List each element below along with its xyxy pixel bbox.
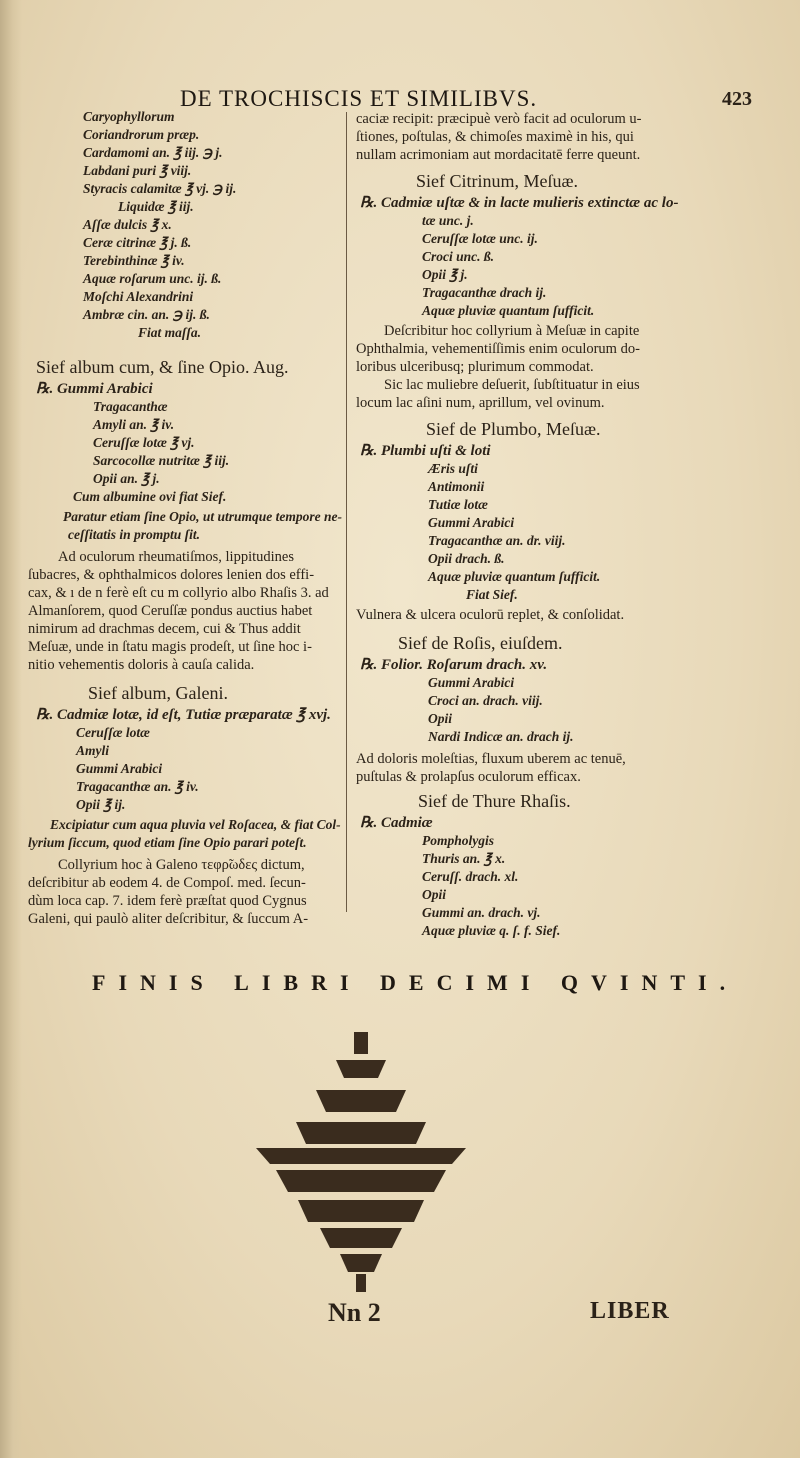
right_column-line: ſtiones, poſtulas, & chimoſes maximè in his, qui (356, 129, 634, 145)
right_column-line: Sief Citrinum, Meſuæ. (416, 171, 578, 191)
left_column-line: Ceruſſæ lotæ (76, 725, 150, 740)
left_column-line: Almanſorem, quod Ceruſſæ pondus auctius habet (28, 603, 313, 619)
left_column-line: nitio vehementis doloris à cauſa calida. (28, 657, 255, 673)
left_column-line: lyrium ſiccum, quod etiam ſine Opio parari poteſt. (28, 835, 307, 850)
left_column-line: Cardamomi an. ℥ iij. ℈ j. (83, 145, 223, 160)
left_column-line: Aſſæ dulcis ℥ x. (83, 217, 172, 232)
right_column-line: Deſcribitur hoc collyrium à Meſuæ in capite (384, 323, 640, 339)
right_column-line: caciæ recipit: præcipuè verò facit ad oculorum u- (356, 111, 642, 127)
right_column-line: ℞. Folior. Roſarum drach. xv. (360, 657, 548, 673)
left_column-line: Meſuæ, unde in ſtatu magis prodeſt, ut ſine hoc i- (28, 639, 312, 655)
left_column-line: Liquidæ ℥ iij. (118, 199, 194, 214)
left_column-line: cax, & ı de n ferè eſt cu m collyrio albo Rhaſis 3. ad (28, 585, 329, 601)
right_column-line: Tragacanthæ drach ij. (422, 285, 547, 300)
page-gutter-shadow (0, 0, 22, 1458)
right_column-line: Sief de Roſis, eiuſdem. (398, 633, 563, 653)
left_column-line: Caryophyllorum (83, 109, 175, 124)
left_column-line: Coriandrorum præp. (83, 127, 200, 142)
left_column-line: Ambræ cin. an. ℈ ij. ß. (83, 307, 210, 322)
left_column-line: Tragacanthæ (93, 399, 168, 414)
printer-ornament-icon (236, 1030, 486, 1295)
left_column-line: Amyli an. ℥ iv. (93, 417, 175, 432)
left_column-line: Opii an. ℥ j. (93, 471, 160, 486)
right_column-line: Vulnera & ulcera oculorū replet, & conſolidat. (356, 607, 625, 623)
right_column-line: Ad doloris moleſtias, fluxum uberem ac tenuē, (356, 751, 626, 767)
right_column-line: Aquæ pluviæ quantum ſufficit. (422, 303, 595, 318)
right_column-line: Opii ℥ j. (422, 267, 468, 282)
right_column-line: Sief de Plumbo, Meſuæ. (426, 419, 601, 439)
left_column-line: Ad oculorum rheumatiſmos, lippitudines (58, 549, 295, 565)
right_column-line: Pompholygis (422, 833, 495, 848)
left_column-line: Aquæ roſarum unc. ij. ß. (83, 271, 222, 286)
right_column-line: Antimonii (428, 479, 485, 494)
left_column-line: Styracis calamitæ ℥ vj. ℈ ij. (83, 181, 237, 196)
right_column-line: locum lac aſini num, aprillum, vel ovinum. (356, 395, 605, 411)
left_column-line: ſubacres, & ophthalmicos dolores lenien dos effi- (28, 567, 315, 583)
left_column-line: Opii ℥ ij. (76, 797, 126, 812)
right_column-line: Sic lac muliebre deſuerit, ſubſtituatur in eius (384, 377, 640, 393)
right_column-line: Croci an. drach. viij. (428, 693, 543, 708)
right_column-line: Tragacanthæ an. dr. viij. (428, 533, 566, 548)
right_column-line: Gummi Arabici (428, 675, 515, 690)
left_column-line: dùm loca cap. 7. idem ferè præſtat quod Cygnus (28, 893, 307, 909)
right_column-line: Aquæ pluviæ q. ſ. f. Sief. (422, 923, 561, 938)
finis-libri: FINIS LIBRI DECIMI QVINTI. (92, 970, 739, 995)
right_column-line: Aquæ pluviæ quantum ſufficit. (428, 569, 601, 584)
left_column-line: Sief album, Galeni. (88, 683, 228, 703)
right_column-line: ℞. Plumbi uſti & loti (360, 443, 491, 459)
left_column-line: Moſchi Alexandrini (83, 289, 194, 304)
right_column-line: ℞. Cadmiæ (360, 815, 433, 831)
running-title: DE TROCHISCIS ET SIMILIBVS. (180, 86, 538, 111)
right_column-line: Opii drach. ß. (428, 551, 505, 566)
right_column-line: Æris uſti (428, 461, 478, 476)
right_column-line: puſtulas & prolapſus oculorum efficax. (356, 769, 581, 785)
left_column-line: Excipiatur cum aqua pluvia vel Roſacea, & fiat Col- (50, 817, 341, 832)
right_column-line: Croci unc. ß. (422, 249, 495, 264)
left_column-line: ℞. Cadmiæ lotæ, id eſt, Tutiæ præparatæ ℥ xvj. (36, 707, 331, 723)
right_column-line: tæ unc. j. (422, 213, 474, 228)
left_column-line: Galeni, qui paulò aliter deſcribitur, & ſuccum A- (28, 911, 309, 927)
right_column-line: Opii (428, 711, 453, 726)
left_column-line: Paratur etiam ſine Opio, ut utrumque tempore ne- (63, 509, 343, 524)
left_column-line: Cum albumine ovi fiat Sief. (73, 489, 227, 504)
right_column-line: Ophthalmia, vehementiſſimis enim oculorum do- (356, 341, 640, 357)
right_column-line: Gummi Arabici (428, 515, 515, 530)
left_column-line: Amyli (76, 743, 109, 758)
left_column-line: nimirum ad drachmas decem, cui & Thus addit (28, 621, 301, 637)
left_column-line: Ceræ citrinæ ℥ j. ß. (83, 235, 192, 250)
left_column-line: deſcribitur ab eodem 4. de Compoſ. med. ſecun- (28, 875, 306, 891)
left_column-line: ℞. Gummi Arabici (36, 381, 153, 397)
right_column-line: ℞. Cadmiæ uſtæ & in lacte mulieris extinctæ ac lo- (360, 195, 679, 211)
left_column-line: Gummi Arabici (76, 761, 163, 776)
left_column-line: Fiat maſſa. (138, 325, 201, 340)
left_column-line: Terebinthinæ ℥ iv. (83, 253, 185, 268)
right_column-line: nullam acrimoniam aut mordacitatē ferre queunt. (356, 147, 641, 163)
right_column-line: Ceruſſæ lotæ unc. ij. (422, 231, 538, 246)
left_column-line: Ceruſſæ lotæ ℥ vj. (93, 435, 195, 450)
right_column-line: Ceruſſ. drach. xl. (422, 869, 519, 884)
left_column-line: Labdani puri ℥ viij. (83, 163, 192, 178)
right_column-line: Nardi Indicæ an. drach ij. (428, 729, 574, 744)
left_column-line: ceſſitatis in promptu ſit. (68, 527, 201, 542)
right_column-line: loribus ulceribusq; plurimum commodat. (356, 359, 594, 375)
catchword: LIBER (590, 1298, 670, 1324)
left_column-line: Sief album cum, & ſine Opio. Aug. (36, 357, 289, 377)
right_column-line: Fiat Sief. (466, 587, 518, 602)
column-divider (346, 112, 348, 912)
right_column-line: Thuris an. ℥ x. (422, 851, 506, 866)
page-number: 423 (722, 88, 752, 110)
left_column-line: Tragacanthæ an. ℥ iv. (76, 779, 199, 794)
right_column-line: Opii (422, 887, 447, 902)
left_column-line: Sarcocollæ nutritæ ℥ iij. (93, 453, 230, 468)
signature-mark: Nn 2 (328, 1298, 381, 1327)
right_column-line: Tutiæ lotæ (428, 497, 488, 512)
left_column-line: Collyrium hoc à Galeno τεφρ̃ωδες dictum, (58, 857, 305, 873)
right_column-line: Sief de Thure Rhaſis. (418, 791, 571, 811)
right_column-line: Gummi an. drach. vj. (422, 905, 541, 920)
